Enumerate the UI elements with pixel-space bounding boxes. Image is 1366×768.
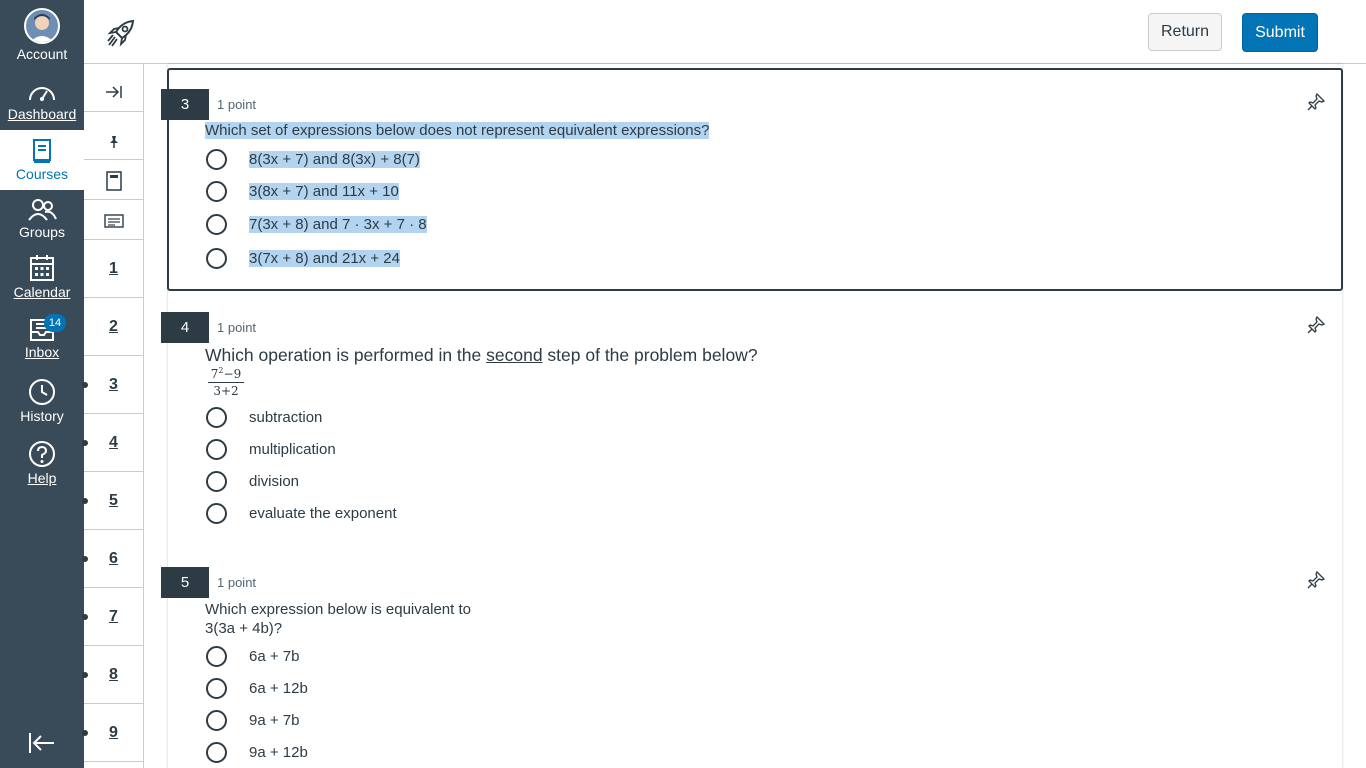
return-button[interactable]: Return bbox=[1148, 13, 1222, 51]
pinned-questions-button[interactable] bbox=[84, 124, 143, 160]
history-nav-item[interactable] bbox=[0, 378, 84, 424]
rocket-icon bbox=[106, 18, 136, 53]
collapse-arrow-icon bbox=[28, 730, 56, 756]
answer-option[interactable] bbox=[205, 707, 300, 733]
account-nav-item[interactable] bbox=[0, 8, 84, 62]
collapse-nav-button[interactable] bbox=[28, 730, 56, 756]
answer-option-label: 6a + 7b bbox=[249, 647, 300, 665]
pin-icon bbox=[107, 135, 121, 149]
unanswered-dot bbox=[82, 730, 88, 736]
question-points: 1 point bbox=[217, 97, 257, 112]
groups-nav-item[interactable] bbox=[0, 198, 84, 240]
question-nav-link-3[interactable]: 3 bbox=[84, 356, 143, 414]
question-nav bbox=[84, 64, 144, 768]
unanswered-dot bbox=[82, 614, 88, 620]
help-question-icon bbox=[28, 440, 56, 468]
question-nav-link-1[interactable]: 1 bbox=[84, 240, 143, 298]
answer-option-label: 7(3x + 8) and 7 · 3x + 7 · 8 bbox=[249, 215, 427, 233]
answer-option-label: 3(8x + 7) and 11x + 10 bbox=[249, 182, 399, 200]
radio-button[interactable] bbox=[206, 181, 227, 202]
question-nav-link-2[interactable]: 2 bbox=[84, 298, 143, 356]
question-number-badge: 4 bbox=[161, 312, 209, 343]
question-text: Which expression below is equivalent to 3(3a + 4b)? bbox=[205, 601, 471, 637]
radio-button[interactable] bbox=[206, 471, 227, 492]
answer-option-label: subtraction bbox=[249, 408, 323, 426]
question-nav-link-8[interactable]: 8 bbox=[84, 646, 143, 704]
answer-option-label: 6a + 12b bbox=[249, 679, 308, 697]
global-nav bbox=[0, 0, 84, 768]
question-text: Which set of expressions below does not represent equivalent expressions? bbox=[205, 122, 710, 139]
calculator-icon bbox=[106, 171, 122, 191]
question-nav-link-4[interactable]: 4 bbox=[84, 414, 143, 472]
math-fraction: $\frac{7^2-9}{3+2}$ bbox=[208, 366, 244, 398]
radio-button[interactable] bbox=[206, 439, 227, 460]
question-nav-link-6[interactable]: 6 bbox=[84, 530, 143, 588]
answer-option[interactable] bbox=[205, 211, 427, 237]
unanswered-dot bbox=[82, 382, 88, 388]
pin-question-icon[interactable] bbox=[1307, 571, 1325, 594]
radio-button[interactable] bbox=[206, 678, 227, 699]
inbox-nav-item[interactable] bbox=[0, 314, 84, 360]
notes-button[interactable] bbox=[84, 202, 143, 240]
answer-option-label: division bbox=[249, 472, 300, 490]
answer-option[interactable] bbox=[205, 500, 397, 526]
question-number-badge: 5 bbox=[161, 567, 209, 598]
unanswered-dot bbox=[82, 556, 88, 562]
question-points: 1 point bbox=[217, 575, 257, 590]
answer-option[interactable] bbox=[205, 245, 400, 271]
quiz-header bbox=[84, 0, 1366, 64]
calculator-button[interactable] bbox=[84, 162, 143, 200]
courses-nav-item[interactable] bbox=[0, 130, 84, 190]
answer-option[interactable] bbox=[205, 178, 399, 204]
calendar-icon bbox=[29, 254, 55, 282]
radio-button[interactable] bbox=[206, 503, 227, 524]
calendar-nav-item[interactable] bbox=[0, 254, 84, 300]
question-nav-link-7[interactable]: 7 bbox=[84, 588, 143, 646]
answer-option[interactable] bbox=[205, 675, 308, 701]
question-nav-link-5[interactable]: 5 bbox=[84, 472, 143, 530]
answer-option[interactable] bbox=[205, 739, 308, 765]
question-points: 1 point bbox=[217, 320, 257, 335]
question-nav-link-9[interactable]: 9 bbox=[84, 704, 143, 762]
radio-button[interactable] bbox=[206, 710, 227, 731]
courses-book-icon bbox=[30, 138, 54, 164]
history-clock-icon bbox=[28, 378, 56, 406]
answer-option[interactable] bbox=[205, 468, 300, 494]
calendar-label: Calendar bbox=[13, 284, 71, 300]
dashboard-icon bbox=[27, 80, 57, 104]
radio-button[interactable] bbox=[206, 214, 227, 235]
groups-label: Groups bbox=[19, 224, 65, 240]
answer-option-label: multiplication bbox=[249, 440, 336, 458]
radio-button[interactable] bbox=[206, 742, 227, 763]
radio-button[interactable] bbox=[206, 248, 227, 269]
expand-arrow-icon bbox=[105, 85, 123, 99]
help-nav-item[interactable] bbox=[0, 440, 84, 486]
notes-icon bbox=[104, 214, 124, 228]
answer-option-label: 9a + 12b bbox=[249, 743, 308, 761]
dashboard-label: Dashboard bbox=[7, 106, 77, 122]
question-number-badge: 3 bbox=[161, 89, 209, 120]
question-text: Which operation is performed in the second step of the problem below? bbox=[205, 345, 758, 365]
radio-button[interactable] bbox=[206, 646, 227, 667]
answer-option-label: 3(7x + 8) and 21x + 24 bbox=[249, 249, 400, 267]
answer-option[interactable] bbox=[205, 146, 420, 172]
account-label: Account bbox=[16, 46, 68, 62]
pin-question-icon[interactable] bbox=[1307, 93, 1325, 116]
submit-button[interactable]: Submit bbox=[1242, 13, 1318, 52]
unanswered-dot bbox=[82, 440, 88, 446]
history-label: History bbox=[20, 408, 64, 424]
answer-option[interactable] bbox=[205, 404, 323, 430]
answer-option[interactable] bbox=[205, 436, 336, 462]
radio-button[interactable] bbox=[206, 149, 227, 170]
answer-option[interactable] bbox=[205, 643, 300, 669]
groups-icon bbox=[27, 198, 57, 222]
dashboard-nav-item[interactable] bbox=[0, 80, 84, 122]
unanswered-dot bbox=[82, 498, 88, 504]
unanswered-dot bbox=[82, 672, 88, 678]
inbox-label: Inbox bbox=[24, 344, 60, 360]
expand-panel-button[interactable] bbox=[84, 72, 143, 112]
pin-question-icon[interactable] bbox=[1307, 316, 1325, 339]
answer-option-label: 8(3x + 7) and 8(3x) + 8(7) bbox=[249, 150, 420, 168]
answer-option-label: evaluate the exponent bbox=[249, 504, 397, 522]
answer-option-label: 9a + 7b bbox=[249, 711, 300, 729]
help-label: Help bbox=[27, 470, 57, 486]
avatar bbox=[24, 8, 60, 44]
radio-button[interactable] bbox=[206, 407, 227, 428]
courses-label: Courses bbox=[15, 166, 69, 182]
inbox-unread-badge: 14 bbox=[44, 314, 66, 332]
